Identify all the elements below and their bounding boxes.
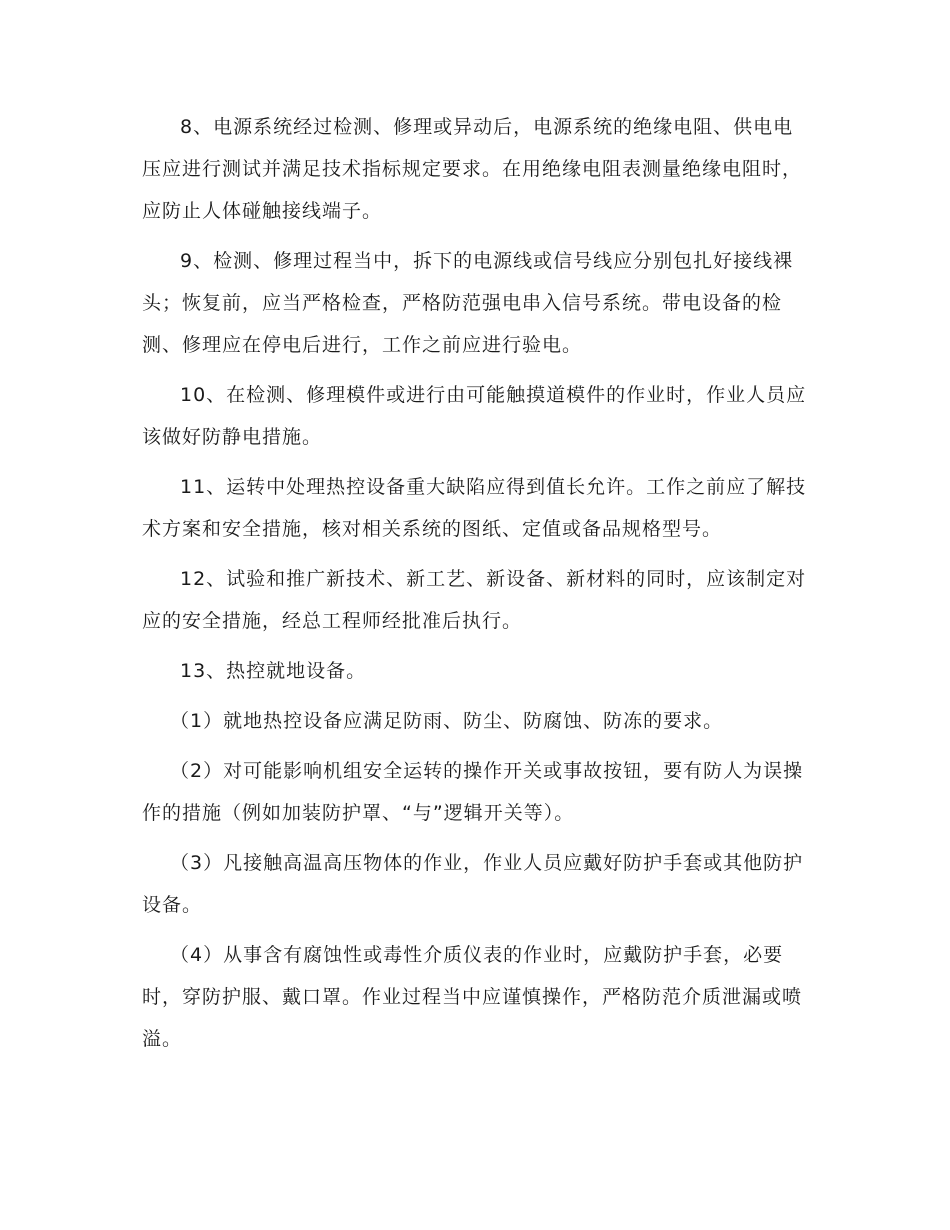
paragraph-8: 8、电源系统经过检测、修理或异动后，电源系统的绝缘电阻、供电电压应进行测试并满足技术指标规定要求。在用绝缘电阻表测量绝缘电阻时，应防止人体碰触接线端子。 [142, 116, 803, 222]
sub-item-3: （3）凡接触高温高压物体的作业，作业人员应戴好防护手套或其他防护设备。 [142, 852, 804, 916]
paragraph-9: 9、检测、修理过程当中，拆下的电源线或信号线应分别包扎好接线裸头；恢复前，应当严格检查，严格防范强电串入信号系统。带电设备的检测、修理应在停电后进行，工作之前应进行验电。 [142, 250, 794, 356]
paragraph-10: 10、在检测、修理模件或进行由可能触摸道模件的作业时，作业人员应该做好防静电措施。 [142, 384, 807, 448]
sub-item-2: （2）对可能影响机组安全运转的操作开关或事故按钮，要有防人为误操作的措施（例如加装防护罩、“与”逻辑开关等）。 [142, 760, 804, 824]
paragraph-13: 13、热控就地设备。 [180, 660, 367, 682]
document-body [142, 106, 810, 1060]
paragraph-11: 11、运转中处理热控设备重大缺陷应得到值长允许。工作之前应了解技术方案和安全措施，核对相关系统的图纸、定值或备品规格型号。 [142, 476, 807, 540]
sub-item-1: （1）就地热控设备应满足防雨、防尘、防腐蚀、防冻的要求。 [170, 710, 724, 732]
sub-item-4: （4）从事含有腐蚀性或毒性介质仪表的作业时，应戴防护手套，必要时，穿防护服、戴口罩。作业过程当中应谨慎操作，严格防范介质泄漏或喷溢。 [142, 944, 803, 1050]
paragraph-12: 12、试验和推广新技术、新工艺、新设备、新材料的同时，应该制定对应的安全措施，经总工程师经批准后执行。 [142, 568, 807, 632]
